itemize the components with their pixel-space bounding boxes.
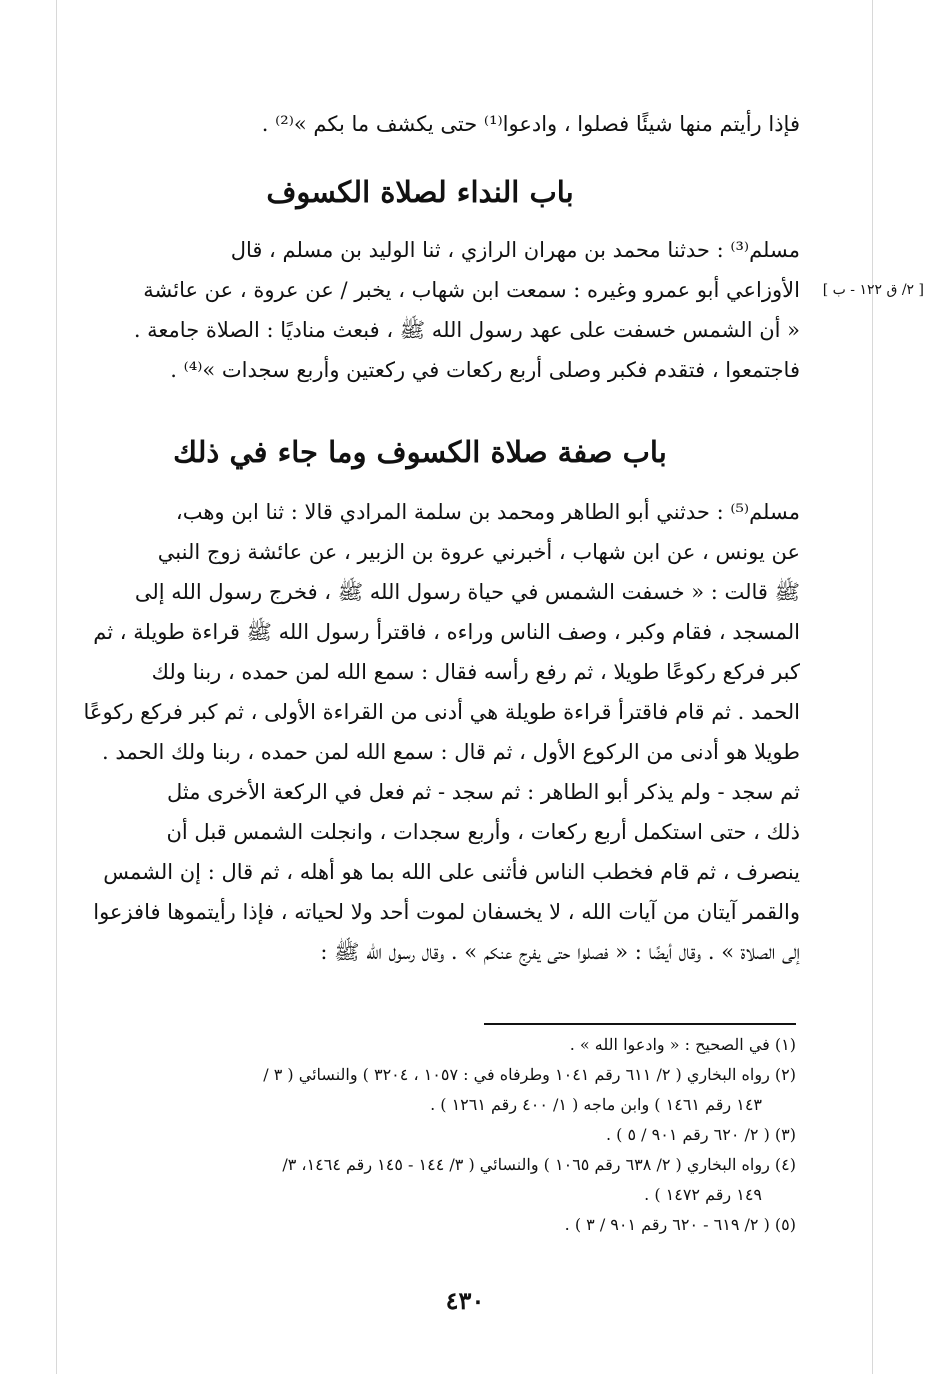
section-2-text [40,492,800,972]
text-line: عن يونس ، عن ابن شهاب ، أخبرني عروة بن الزبير ، عن عائشة زوج النبي [157,540,800,564]
top-line: فإذا رأيتم منها شيئًا فصلوا ، وادعوا⁽¹⁾ حتى يكشف ما بكم »⁽²⁾ . [261,112,800,136]
footnote-separator [484,1023,796,1025]
footnote: (١) في الصحيح : « وادعوا الله » . [569,1035,796,1054]
text-line: كبر فركع ركوعًا طويلا ، ثم رفع رأسه فقال : سمع الله لمن حمده ، ربنا ولك [151,660,800,684]
footnote: (٣) ( ٢/ ٦٢٠ رقم ٩٠١ / ٥ ) . [606,1125,796,1144]
text-line: مسلم⁽³⁾ : حدثنا محمد بن مهران الرازي ، ثنا الوليد بن مسلم ، قال [230,238,800,262]
footnote: (٥) ( ٢/ ٦١٩ - ٦٢٠ رقم ٩٠١ / ٣ ) . [564,1215,796,1234]
text-line: المسجد ، فقام وكبر ، وصف الناس وراءه ، فاقترأ رسول الله ﷺ قراءة طويلة ، ثم [93,620,800,644]
text-line: الأوزاعي أبو عمرو وغيره : سمعت ابن شهاب ، يخبر / عن عروة ، عن عائشة [143,278,800,302]
text-line: ينصرف ، ثم قام فخطب الناس فأثنى على الله بما هو أهله ، ثم قال : إن الشمس [103,860,800,884]
text-line: ثم سجد - ولم يذكر أبو الطاهر : ثم سجد - ثم فعل في الركعة الأخرى مثل [166,780,800,804]
heading-sifat-salat-kusuf: باب صفة صلاة الكسوف وما جاء في ذلك [173,435,667,469]
heading-2-block [40,424,800,480]
section-1-text [40,230,800,390]
text-line: ﷺ قالت : « خسفت الشمس في حياة رسول الله ﷺ ، فخرج رسول الله إلى [134,580,800,604]
heading-nida-kusuf: باب النداء لصلاة الكسوف [266,175,574,209]
footnote: ١٤٩ رقم ١٤٧٢ ) . [644,1185,762,1204]
text-line: مسلم⁽⁵⁾ : حدثني أبو الطاهر ومحمد بن سلمة المرادي قالا : ثنا ابن وهب، [175,500,800,524]
page-number: ٤٣٠ [445,1286,485,1315]
margin-note: [ ٢/ ق ١٢٢ - ب ] [822,282,924,298]
footnote: ١٤٣ رقم ١٤٦١ ) وابن ماجه ( ١/ ٤٠٠ رقم ١٢٦١ ) . [430,1095,762,1114]
text-line: طويلا هو أدنى من الركوع الأول ، ثم قال : سمع الله لمن حمده ، ربنا ولك الحمد . [102,740,800,764]
text-line: إلى الصلاة » . وقال أيضًا : « فصلوا حتى يفرج عنكم » . وقال رسول الله ﷺ : [320,940,800,964]
top-line-block [40,104,800,144]
text-line: الحمد . ثم قام فاقترأ قراءة طويلة هي أدنى من القراءة الأولى ، ثم كبر فركع ركوعًا [83,700,800,724]
text-line: والقمر آيتان من آيات الله ، لا يخسفان لموت أحد ولا لحياته ، فإذا رأيتموها فافزعوا [93,900,800,924]
text-line: « أن الشمس خسفت على عهد رسول الله ﷺ ، فبعث مناديًا : الصلاة جامعة . [133,318,800,342]
text-line: فاجتمعوا ، فتقدم فكبر وصلى أربع ركعات في ركعتين وأربع سجدات »⁽⁴⁾ . [170,358,800,382]
page-edge-right [872,0,873,1374]
footnote: (٤) رواه البخاري ( ٢/ ٦٣٨ رقم ١٠٦٥ ) والنسائي ( ٣/ ١٤٤ - ١٤٥ رقم ١٤٦٤، ٣/ [282,1155,796,1174]
text-line: ذلك ، حتى استكمل أربع ركعات ، وأربع سجدات ، وانجلت الشمس قبل أن [166,820,800,844]
footnotes [40,1030,796,1240]
heading-1-block [40,164,800,220]
footnote: (٢) رواه البخاري ( ٢/ ٦١١ رقم ١٠٤١ وطرفاه في : ١٠٥٧ ، ٣٢٠٤ ) والنسائي ( ٣ / [263,1065,796,1084]
